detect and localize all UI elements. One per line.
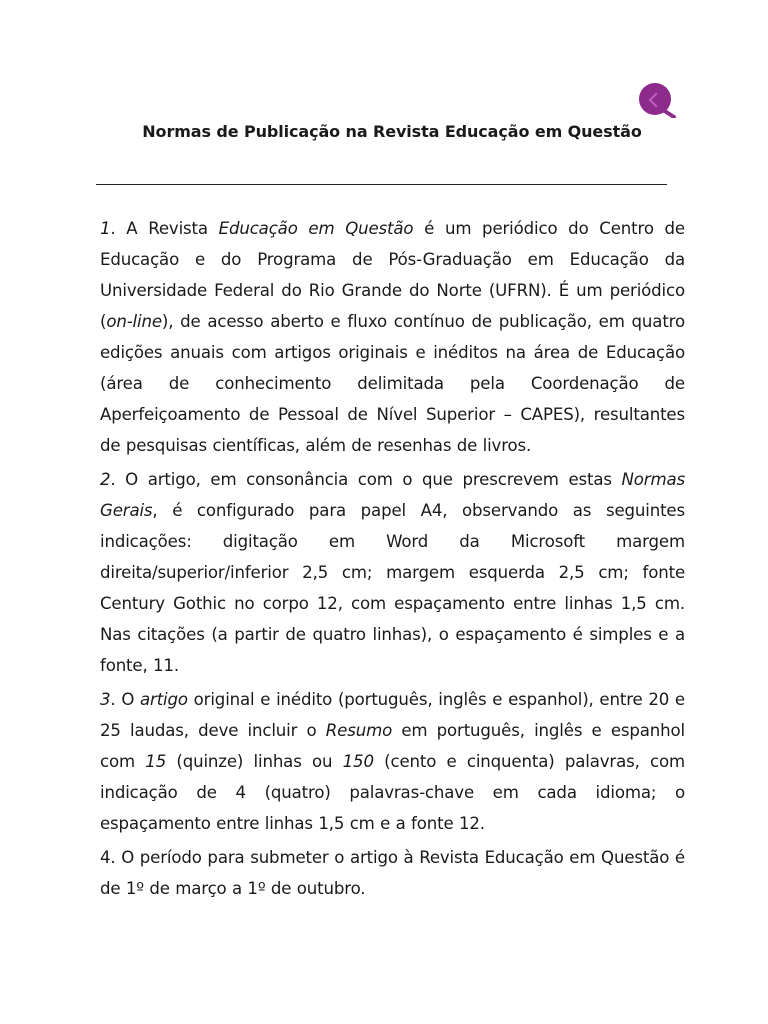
paragraph-3 <box>100 684 685 839</box>
journal-logo-icon <box>637 82 677 118</box>
body-text: (quinze) linhas ou <box>166 752 343 771</box>
document-body <box>100 213 685 907</box>
title-divider <box>96 184 667 185</box>
italic-text: Educação em Questão <box>218 219 414 238</box>
italic-text: 150 <box>342 752 374 771</box>
italic-text: Normas Gerais <box>100 470 685 520</box>
body-text: . A Revista <box>110 219 219 238</box>
paragraph-4 <box>100 842 685 904</box>
italic-text: 3 <box>100 690 111 709</box>
body-text: é um periódico do Centro de Educação e do Programa de Pós-Graduação em Educação da Universidade Federal do Rio Grande do Norte (UFRN). É um periódico ( <box>100 219 685 331</box>
italic-text: 15 <box>145 752 167 771</box>
body-text: 4 <box>100 848 111 867</box>
italic-text: 2 <box>100 470 111 489</box>
body-text: original e inédito (português, inglês e espanhol), entre 20 e 25 laudas, deve incluir o <box>100 690 685 740</box>
italic-text: on-line <box>106 312 162 331</box>
body-text: , é configurado para papel A4, observando as seguintes indicações: digitação em Word da Microsoft margem direita/superior/inferior 2,5 cm; margem esquerda 2,5 cm; fonte Century Gothic no corpo 12, com espaçamento entre linhas 1,5 cm. Nas citações (a partir de quatro linhas), o espaçamento é simples e a fonte, 11. <box>100 501 685 675</box>
body-text: em português, inglês e espanhol com <box>100 721 685 771</box>
body-text: . O <box>110 690 140 709</box>
italic-text: Resumo <box>325 721 393 740</box>
document-title: Normas de Publicação na Revista Educação em Questão <box>142 122 642 141</box>
italic-text: 1 <box>100 219 111 238</box>
italic-text: artigo <box>140 690 188 709</box>
body-text: (cento e cinquenta) palavras, com indicação de 4 (quatro) palavras-chave em cada idioma; o espaçamento entre linhas 1,5 cm e a fonte 12. <box>100 752 685 833</box>
paragraph-1 <box>100 213 685 461</box>
paragraph-2 <box>100 464 685 681</box>
body-text: . O artigo, em consonância com o que prescrevem estas <box>110 470 622 489</box>
body-text: ), de acesso aberto e fluxo contínuo de publicação, em quatro edições anuais com artigos originais e inéditos na área de Educação (área de conhecimento delimitada pela Coordenação de Aperfeiçoamento de Pessoal de Nível Superior – CAPES), resultantes de pesquisas científicas, além de resenhas de livros. <box>100 312 685 455</box>
body-text: . O período para submeter o artigo à Revista Educação em Questão é de 1º de março a 1º de outubro. <box>100 848 685 898</box>
